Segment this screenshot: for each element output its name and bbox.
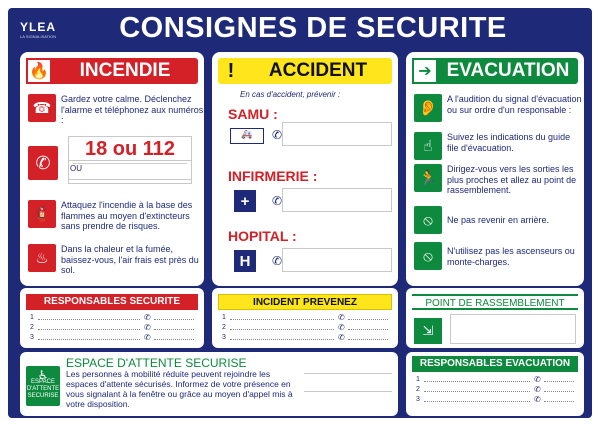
phone-line	[348, 324, 388, 330]
ambulance-icon: 🚑	[230, 128, 264, 144]
poster-header	[8, 8, 592, 50]
phone-icon: ✆	[338, 322, 345, 332]
phone-line	[348, 334, 388, 340]
espace-field-1[interactable]	[304, 358, 392, 374]
name-line	[38, 324, 140, 330]
logo-subtext: LA SIGNALISATION	[20, 34, 57, 39]
phone-icon: ✆	[144, 322, 151, 332]
name-line	[38, 314, 140, 320]
infirmerie-phone-icon: ✆	[272, 194, 283, 208]
incendie-step-smoke-text: Dans la chaleur et la fumée, baissez-vous, l'air frais est près du sol.	[61, 244, 199, 275]
phone-icon: ✆	[338, 332, 345, 342]
incendie-phone	[28, 146, 58, 180]
phone-line	[154, 314, 194, 320]
phone-line	[154, 324, 194, 330]
phone-icon: ✆	[534, 394, 541, 404]
wheelchair-icon	[26, 366, 60, 406]
list-item[interactable]	[30, 312, 194, 322]
infirmerie-phone-field[interactable]	[282, 188, 392, 212]
name-line	[424, 376, 530, 382]
smoke-person-icon: ♨	[28, 244, 56, 272]
name-line	[230, 324, 334, 330]
phone-icon: ✆	[534, 374, 541, 384]
evac-step-3-text: Dirigez-vous vers les sorties les plus proches et allez au point de rassemblement.	[447, 164, 577, 195]
phone-icon: ✆	[338, 312, 345, 322]
logo-text: YLEA	[20, 20, 57, 34]
rassemblement-panel	[406, 288, 584, 348]
incendie-header	[26, 58, 198, 84]
line-number: 1	[416, 375, 420, 383]
incendie-step-alarm	[28, 94, 204, 126]
page-title: CONSIGNES DE SECURITE	[119, 12, 507, 44]
responsables-evacuation-panel	[406, 352, 584, 416]
incident-prevenez-panel	[212, 288, 398, 348]
accident-intro: En cas d'accident, prévenir :	[240, 90, 341, 99]
evacuation-header	[412, 58, 578, 84]
espace-field-2[interactable]	[304, 376, 392, 392]
alarm-icon: ☎	[28, 94, 56, 122]
evac-step-3	[414, 164, 584, 196]
evac-step-2-text: Suivez les indications du guide file d'évacuation.	[447, 132, 571, 153]
evac-step-4-text: Ne pas revenir en arrière.	[447, 215, 550, 225]
responsables-evacuation-title: RESPONSABLES EVACUATION	[412, 356, 578, 372]
no-return-icon: ⦸	[414, 206, 442, 234]
list-item[interactable]	[416, 374, 574, 384]
wheelchair-icon-text: ESPACE D'ATTENTE SECURISE	[26, 379, 60, 399]
ou-label: OU	[70, 164, 82, 173]
extinguisher-icon: 🧯	[28, 200, 56, 228]
rassemblement-field[interactable]	[450, 314, 576, 344]
evac-step-5	[414, 242, 584, 270]
infirmerie-label: INFIRMERIE :	[228, 168, 318, 184]
first-aid-icon: +	[234, 190, 256, 212]
list-item[interactable]	[30, 322, 194, 332]
espace-attente-fields	[304, 358, 392, 394]
phone-line	[154, 334, 194, 340]
evacuation-panel	[406, 52, 584, 286]
line-number: 2	[416, 385, 420, 393]
list-item[interactable]	[222, 312, 388, 322]
incendie-step-smoke	[28, 244, 204, 276]
incendie-panel	[20, 52, 204, 286]
list-item[interactable]	[222, 322, 388, 332]
phone-line	[544, 376, 574, 382]
accident-header	[218, 58, 392, 84]
espace-attente-title: ESPACE D'ATTENTE SECURISE	[66, 356, 247, 370]
list-item[interactable]	[30, 332, 194, 342]
hospital-icon: H	[234, 250, 256, 272]
evacuation-title: EVACUATION	[446, 60, 570, 81]
exclamation-icon: !	[227, 59, 235, 82]
evac-step-4	[414, 206, 549, 234]
evac-step-1-text: A l'audition du signal d'évacuation ou sur ordre d'un responsable :	[447, 94, 582, 115]
hopital-label: HOPITAL :	[228, 228, 297, 244]
evac-step-1	[414, 94, 584, 122]
incident-prevenez-title: INCIDENT PREVENEZ	[218, 294, 392, 310]
phone-icon: ✆	[534, 384, 541, 394]
incendie-step-extinguisher-text: Attaquez l'incendie à la base des flammes au moyen d'extincteurs sans prendre de risques.	[61, 200, 193, 231]
running-person-icon: 🏃	[414, 164, 442, 192]
incendie-step-alarm-text: Gardez votre calme. Déclenchez l'alarme et téléphonez aux numéros :	[61, 94, 204, 125]
fire-icon: 🔥	[26, 58, 52, 84]
emergency-number: 18 ou 112	[84, 138, 176, 160]
guide-icon: ☝	[414, 132, 442, 160]
espace-attente-panel	[20, 352, 398, 416]
list-item[interactable]	[416, 394, 574, 404]
name-line	[38, 334, 140, 340]
line-number: 3	[222, 333, 226, 341]
line-number: 2	[30, 323, 34, 331]
hopital-phone-icon: ✆	[272, 254, 283, 268]
line-number: 3	[416, 395, 420, 403]
incendie-title: INCENDIE	[79, 60, 171, 81]
name-line	[424, 386, 530, 392]
line-number: 1	[30, 313, 34, 321]
phone-line	[348, 314, 388, 320]
responsables-securite-title: RESPONSABLES SECURITE	[26, 294, 198, 310]
espace-attente-text: Les personnes à mobilité réduite peuvent rejoindre les espaces d'attente sécurisés. Informez de votre présence en vous signalant à la fenêtre ou grâce au moyen d'appel mis à votre disposition.	[66, 369, 293, 409]
brand-logo	[20, 20, 56, 39]
responsables-securite-panel	[20, 288, 204, 348]
samu-phone-field[interactable]	[282, 122, 392, 146]
accident-title: ACCIDENT	[268, 60, 368, 81]
name-line	[230, 334, 334, 340]
phone-line	[544, 386, 574, 392]
name-line	[424, 396, 530, 402]
alt-number-field[interactable]	[68, 160, 192, 184]
line-number: 2	[222, 323, 226, 331]
name-line	[230, 314, 334, 320]
list-item[interactable]	[222, 332, 388, 342]
samu-label: SAMU :	[228, 106, 278, 122]
no-elevator-icon: ⦸	[414, 242, 442, 270]
line-number: 3	[30, 333, 34, 341]
rassemblement-title: POINT DE RASSEMBLEMENT	[412, 294, 578, 310]
evac-step-5-text: N'utilisez pas les ascenseurs ou monte-charges.	[447, 246, 575, 267]
list-item[interactable]	[416, 384, 574, 394]
phone-icon: ✆	[28, 146, 58, 180]
accident-panel	[212, 52, 398, 286]
phone-icon: ✆	[144, 312, 151, 322]
safety-poster	[8, 8, 592, 418]
evac-step-2	[414, 132, 584, 160]
phone-line	[544, 396, 574, 402]
ear-icon: 👂	[414, 94, 442, 122]
incendie-step-extinguisher	[28, 200, 204, 232]
assembly-point-icon: ⇲	[414, 318, 442, 344]
samu-phone-icon: ✆	[272, 128, 283, 142]
wheelchair-glyph: ♿	[37, 368, 49, 382]
phone-icon: ✆	[144, 332, 151, 342]
arrow-right-icon: ➔	[412, 58, 438, 84]
hopital-phone-field[interactable]	[282, 248, 392, 272]
line-number: 1	[222, 313, 226, 321]
